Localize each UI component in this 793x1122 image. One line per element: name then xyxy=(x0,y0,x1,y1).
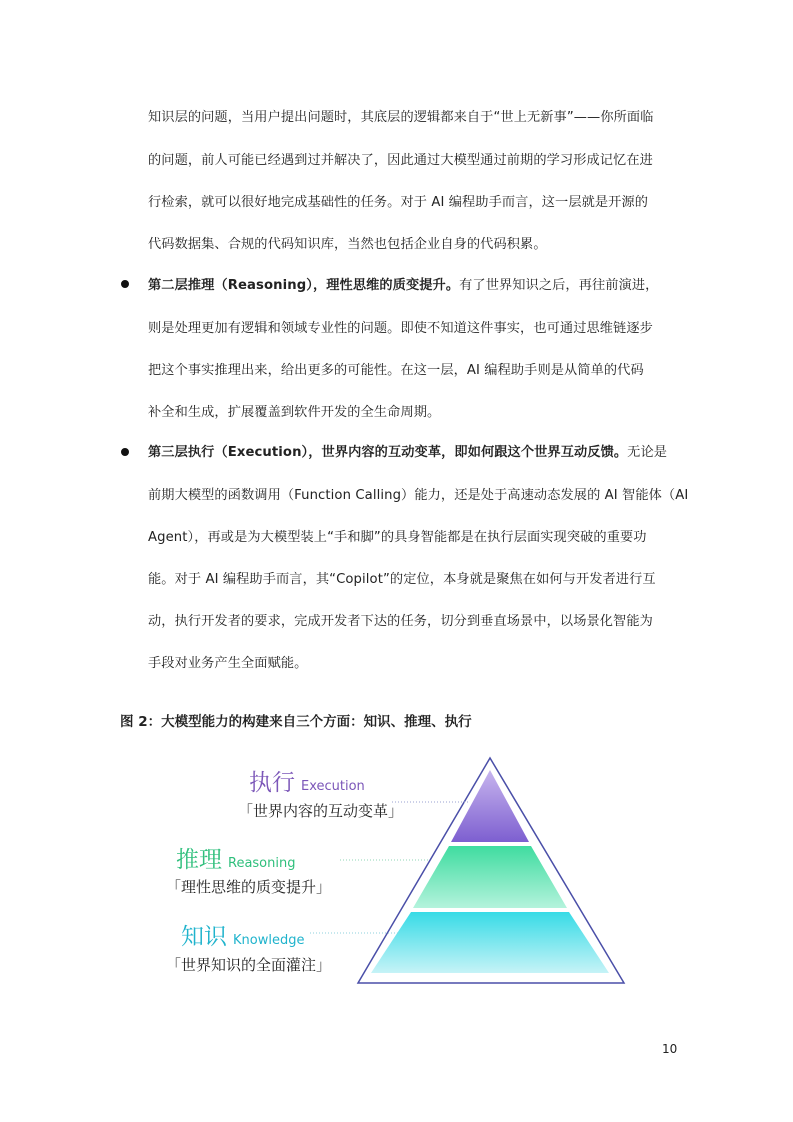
bullet-reasoning-heading: 第二层推理（Reasoning），理性思维的质变提升。 xyxy=(148,278,460,293)
bullet-execution-line-4: 能。对于 AI 编程助手而言，其“Copilot”的定位，本身就是聚焦在如何与开发者进行互 xyxy=(148,572,656,587)
label-knowledge xyxy=(181,918,304,951)
bullet-execution-line-2: 前期大模型的函数调用（Function Calling）能力，还是处于高速动态发展的 AI 智能体（AI xyxy=(148,488,689,503)
bullet-execution-line-5: 动，执行开发者的要求，完成开发者下达的任务，切分到垂直场景中，以场景化智能为 xyxy=(148,614,653,629)
label-knowledge-desc: 「世界知识的全面灌注」 xyxy=(166,956,332,974)
label-reasoning xyxy=(176,841,295,874)
bullet-execution-lead: 无论是 xyxy=(627,445,668,460)
bullet-reasoning-line-4: 补全和生成，扩展覆盖到软件开发的全生命周期。 xyxy=(148,405,441,420)
label-execution-en: Execution xyxy=(301,779,365,794)
intro-line-1: 知识层的问题，当用户提出问题时，其底层的逻辑都来自于“世上无新事”——你所面临 xyxy=(148,110,654,125)
label-reasoning-en: Reasoning xyxy=(228,856,296,871)
intro-line-4: 代码数据集、合规的代码知识库，当然也包括企业自身的代码积累。 xyxy=(148,237,547,252)
figure-caption: 图 2：大模型能力的构建来自三个方面：知识、推理、执行 xyxy=(120,714,472,730)
intro-line-2: 的问题，前人可能已经遇到过并解决了，因此通过大模型通过前期的学习形成记忆在进 xyxy=(148,153,653,168)
bullet-reasoning-lead: 有了世界知识之后，再往前演进， xyxy=(459,278,659,293)
bullet-execution-line-3: Agent），再或是为大模型装上“手和脚”的具身智能都是在执行层面实现突破的重要功 xyxy=(148,530,647,545)
label-knowledge-zh: 知识 xyxy=(181,924,227,950)
bullet-reasoning-line-3: 把这个事实推理出来，给出更多的可能性。在这一层，AI 编程助手则是从简单的代码 xyxy=(148,363,644,378)
pyramid-layer-reasoning xyxy=(413,846,567,908)
label-execution-desc: 「世界内容的互动变革」 xyxy=(238,802,404,820)
intro-line-3: 行检索，就可以很好地完成基础性的任务。对于 AI 编程助手而言，这一层就是开源的 xyxy=(148,195,649,210)
bullet-reasoning-line-2: 则是处理更加有逻辑和领域专业性的问题。即使不知道这件事实，也可通过思维链逐步 xyxy=(148,321,653,336)
bullet-execution-heading: 第三层执行（Execution），世界内容的互动变革，即如何跟这个世界互动反馈。 xyxy=(148,445,628,460)
label-reasoning-zh: 推理 xyxy=(176,847,222,873)
page-number: 10 xyxy=(662,1042,678,1056)
pyramid-layer-knowledge xyxy=(371,912,609,973)
label-knowledge-en: Knowledge xyxy=(233,933,305,948)
bullet-execution-line-6: 手段对业务产生全面赋能。 xyxy=(148,656,308,671)
label-reasoning-desc: 「理性思维的质变提升」 xyxy=(166,878,332,896)
label-execution xyxy=(249,764,365,797)
label-execution-zh: 执行 xyxy=(249,770,295,796)
